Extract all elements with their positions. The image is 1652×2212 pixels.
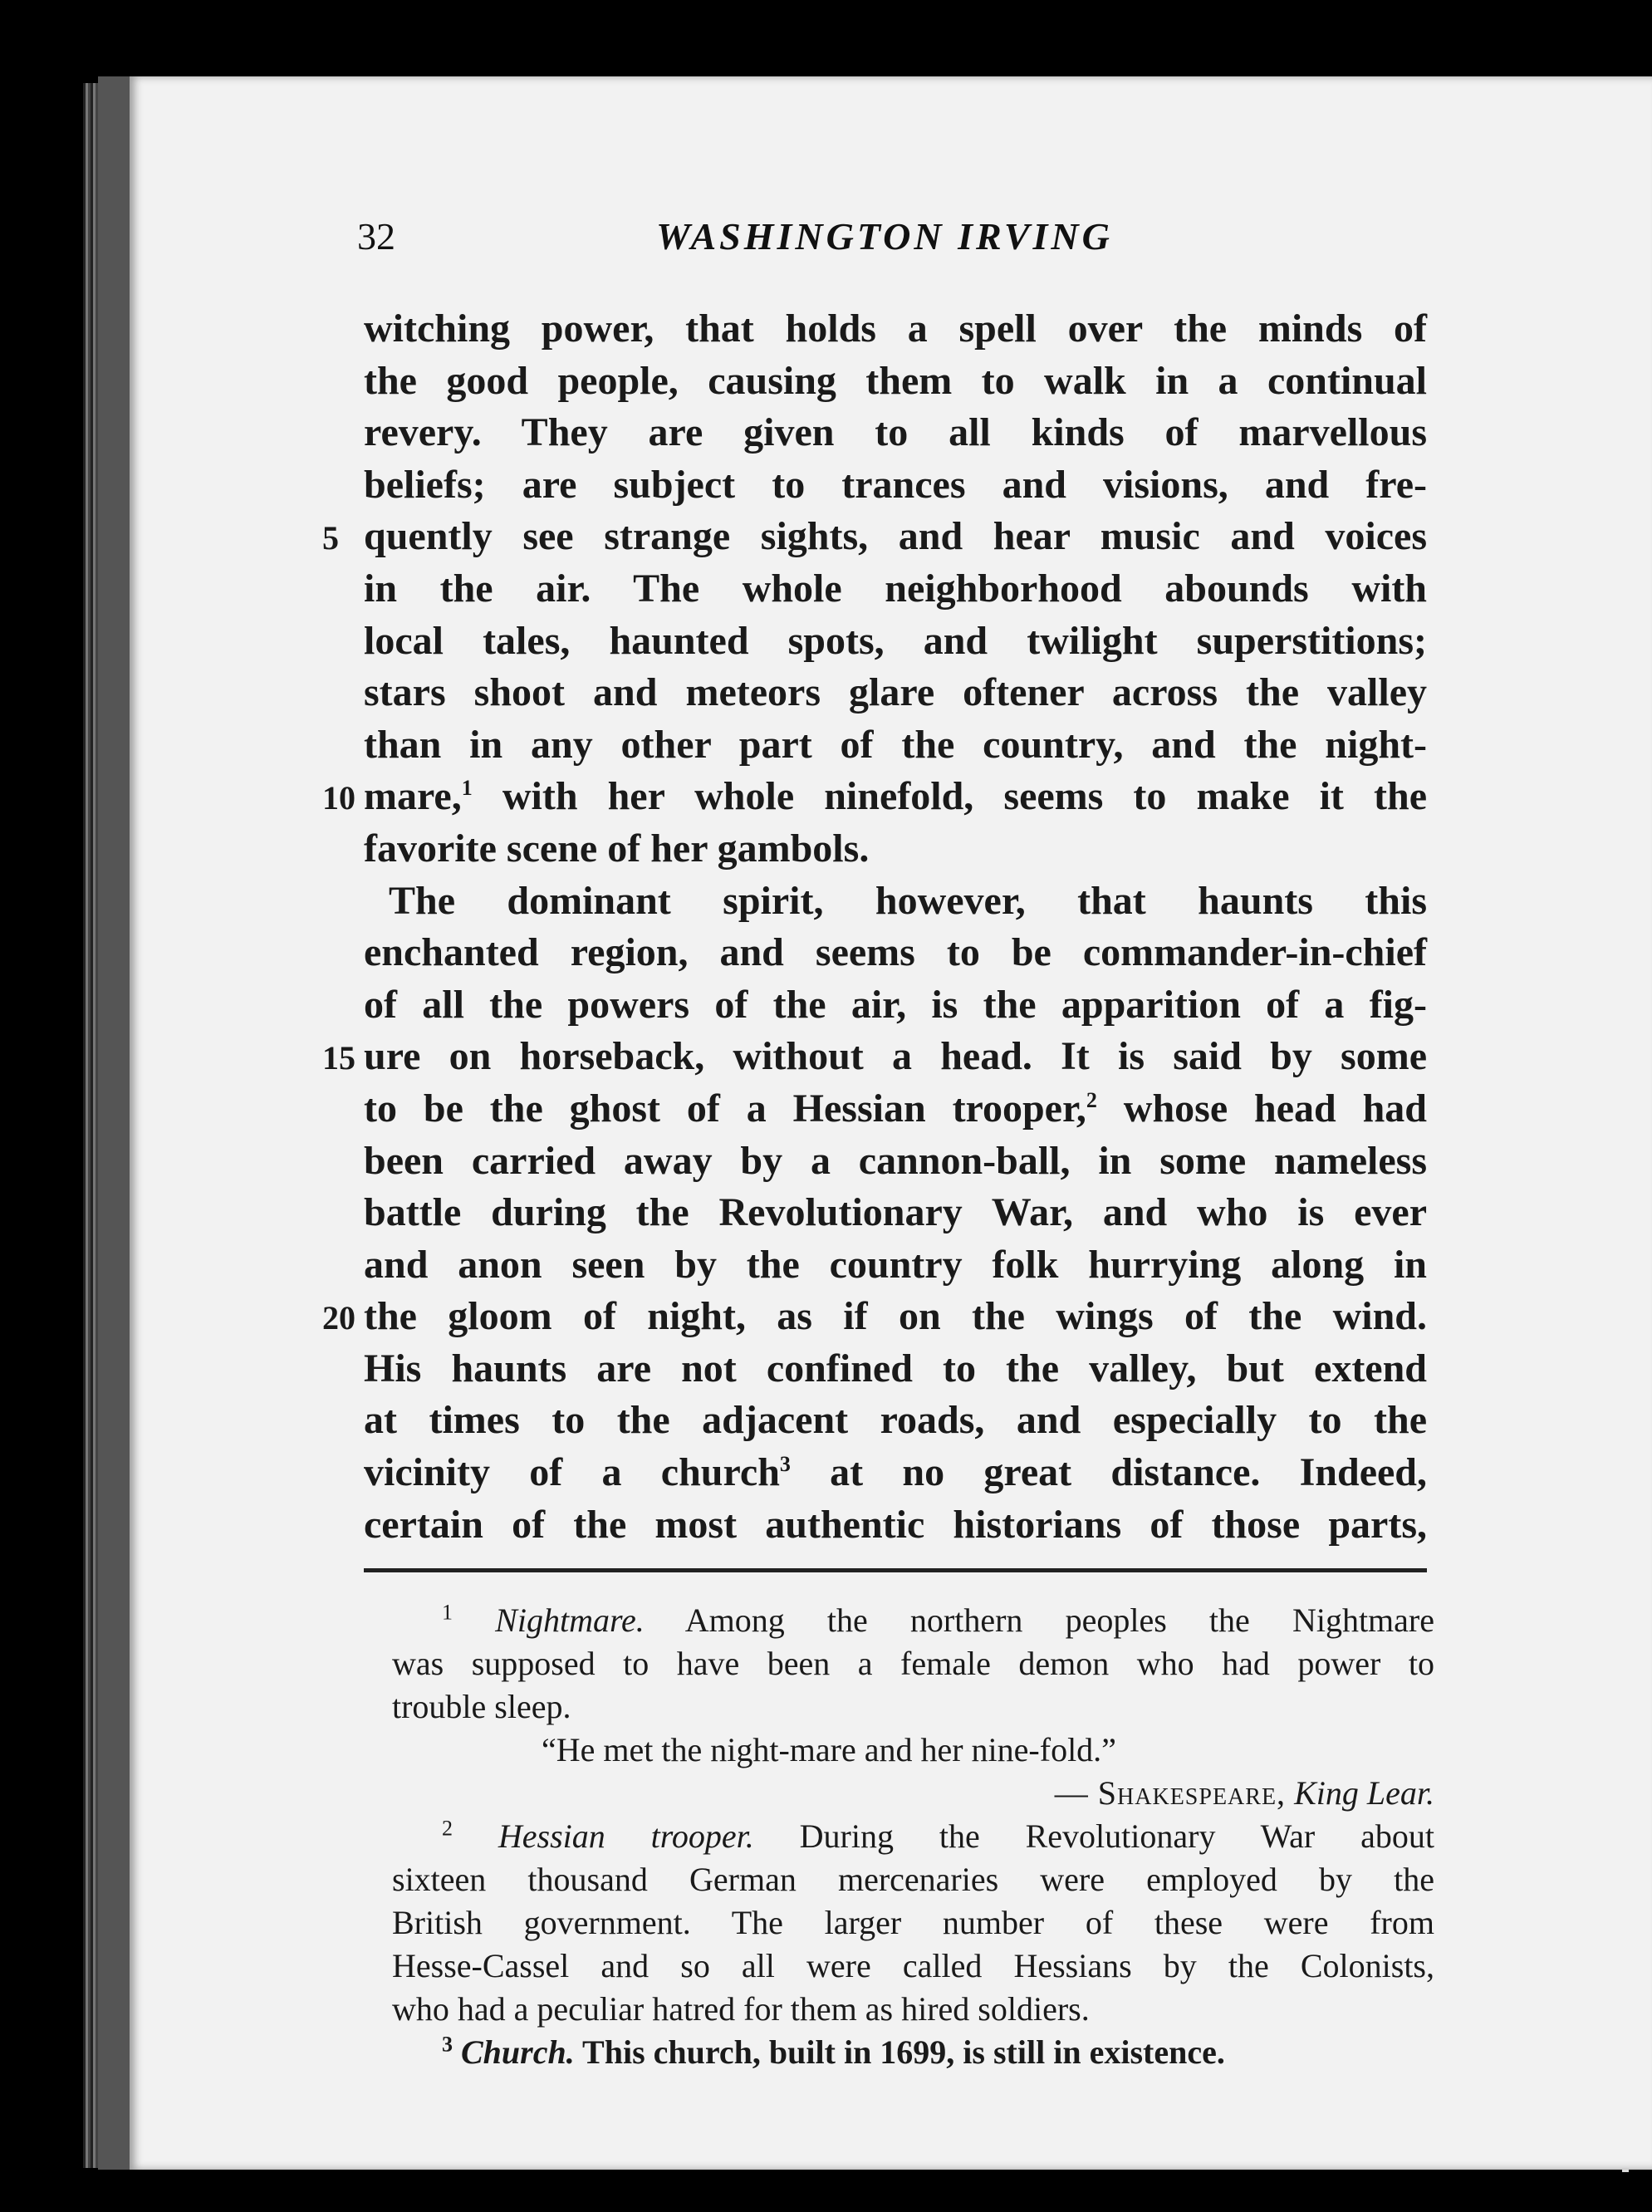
footnote-1-line: was supposed to have been a female demon who had power to bbox=[392, 1645, 1434, 1682]
text-line: to be the ghost of a Hessian trooper,$^2$ whose head had bbox=[364, 1086, 1427, 1131]
footnote-marker: 2 bbox=[442, 1816, 453, 1841]
text-line: favorite scene of her gambols. bbox=[364, 826, 870, 871]
text-line: certain of the most authentic historians of those parts, bbox=[364, 1502, 1427, 1547]
text-line: The dominant spirit, however, that haunts this bbox=[389, 878, 1427, 923]
footnote-term: Church. bbox=[461, 2033, 575, 2071]
footnote-quote: “He met the night-mare and her nine-fold.” bbox=[542, 1731, 1116, 1768]
text-line: local tales, haunted spots, and twilight superstitions; bbox=[364, 618, 1427, 663]
footnote-2-line: Hesse-Cassel and so all were called Hessians by the Colonists, bbox=[392, 1947, 1434, 1984]
text-line: His haunts are not confined to the valley, but extend bbox=[364, 1346, 1427, 1390]
footnote-reference: 2 bbox=[1086, 1087, 1097, 1112]
running-title: WASHINGTON IRVING bbox=[656, 215, 1113, 257]
footnotes bbox=[392, 1599, 1434, 2074]
footnote-1-line: trouble sleep. bbox=[392, 1688, 571, 1725]
text-line: been carried away by a cannon-ball, in some nameless bbox=[364, 1138, 1427, 1183]
line-number: 20 bbox=[322, 1299, 355, 1337]
footnote-term: Nightmare. bbox=[495, 1601, 645, 1639]
text-line: at times to the adjacent roads, and especially to the bbox=[364, 1398, 1427, 1443]
footnote-reference: 3 bbox=[779, 1452, 791, 1477]
text-line: enchanted region, and seems to be commander-in-chief bbox=[364, 930, 1427, 975]
line-number: 5 bbox=[322, 519, 339, 557]
text-line: 20 the gloom of night, as if on the wings of the wind. bbox=[364, 1291, 1427, 1343]
text-line: 10 mare,$^1$ with her whole ninefold, seems to make it the bbox=[364, 771, 1427, 823]
text-line: vicinity of a church$^3$ at no great distance. Indeed, bbox=[364, 1450, 1428, 1495]
line-number: 15 bbox=[322, 1039, 355, 1077]
footnote-2-line: $^2$ Hessian trooper. During the Revolutionary War about bbox=[442, 1816, 1434, 1855]
page-number: 32 bbox=[357, 215, 395, 257]
footnote-marker: 1 bbox=[442, 1600, 453, 1625]
text-line: battle during the Revolutionary War, and who is ever bbox=[364, 1190, 1427, 1235]
footnote-attribution: — Shakespeare, King Lear. bbox=[1054, 1774, 1434, 1812]
footnote-term: Hessian trooper. bbox=[498, 1817, 754, 1855]
text-line: 5 quently see strange sights, and hear music and voices bbox=[364, 511, 1427, 563]
line-number: 10 bbox=[322, 779, 355, 817]
text-line: than in any other part of the country, and the night- bbox=[364, 722, 1427, 767]
text-line: revery. They are given to all kinds of marvellous bbox=[364, 410, 1427, 455]
page-header bbox=[357, 214, 1537, 264]
footnote-marker: 3 bbox=[442, 2032, 453, 2057]
footnote-reference: 1 bbox=[461, 776, 473, 801]
footnote-2-line: who had a peculiar hatred for them as hired soldiers. bbox=[392, 1990, 1090, 2028]
text-line: beliefs; are subject to trances and visions, and fre- bbox=[364, 462, 1427, 507]
text-line: and anon seen by the country folk hurrying along in bbox=[364, 1242, 1427, 1287]
footnote-2-line: British government. The larger number of these were from bbox=[392, 1904, 1434, 1941]
footnote-rule bbox=[364, 1568, 1427, 1572]
footnote-3-line: $^3$ Church. This church, built in 1699, is still in existence. bbox=[442, 2032, 1225, 2071]
text-line: stars shoot and meteors glare oftener across the valley bbox=[364, 670, 1427, 715]
text-line: of all the powers of the air, is the apparition of a fig- bbox=[364, 982, 1427, 1027]
body-text bbox=[322, 303, 1428, 1551]
footnote-1-line: $^1$ Nightmare. Among the northern peoples the Nightmare bbox=[442, 1600, 1434, 1639]
text-line: in the air. The whole neighborhood abounds with bbox=[364, 566, 1427, 611]
text-line: 15 ure on horseback, without a head. It is said by some bbox=[364, 1031, 1427, 1083]
text-line: witching power, that holds a spell over the minds of bbox=[364, 307, 1427, 351]
footnote-2-line: sixteen thousand German mercenaries were employed by the bbox=[392, 1861, 1434, 1898]
text-line: the good people, causing them to walk in a continual bbox=[364, 358, 1427, 403]
